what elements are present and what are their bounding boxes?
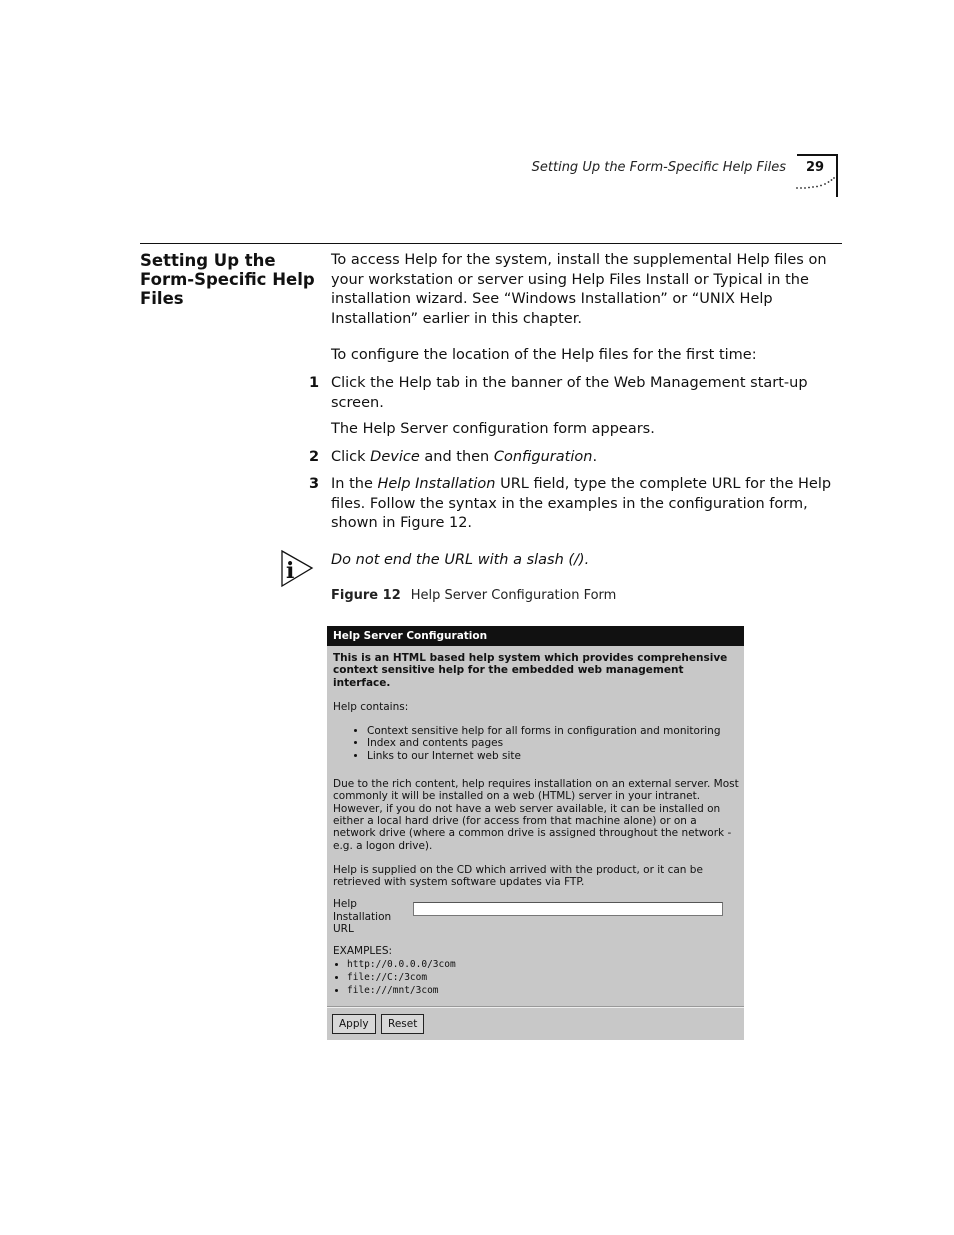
help-installation-url-input[interactable]: [413, 902, 723, 916]
step-1-result: The Help Server configuration form appears.: [331, 421, 655, 437]
step-number-2: 2: [309, 449, 320, 465]
examples-section: [333, 945, 744, 996]
help-server-config-form: [327, 626, 744, 1040]
help-contains-label: Help contains:: [333, 700, 409, 713]
reset-button[interactable]: Reset: [381, 1014, 424, 1034]
list-item: • Links to our Internet web site: [367, 750, 744, 762]
note-text: Do not end the URL with a slash (/).: [331, 552, 590, 568]
section-rule: [140, 243, 842, 244]
list-item: • Index and contents pages: [367, 737, 744, 749]
configure-paragraph: To configure the location of the Help files for the first time:: [331, 347, 757, 363]
list-item: • file:///mnt/3com: [347, 984, 744, 997]
step-number-3: 3: [309, 476, 320, 492]
step-2-text: Click Device and then Configuration.: [331, 449, 598, 465]
supplied-text: Help is supplied on the CD which arrived with the product, or it can be retrieved with system software updates via FTP.: [333, 863, 703, 889]
list-item: • Context sensitive help for all forms in configuration and monitoring: [367, 725, 744, 737]
examples-label: EXAMPLES:: [333, 945, 393, 958]
intro-paragraph: To access Help for the system, install the supplemental Help files on your workstation or server using Help Files Install or Typical in the installation wizard. See “Windows Installation” or “UNIX Help Installation” earlier in this chapter.: [331, 252, 827, 328]
figure-caption: [331, 588, 616, 603]
info-icon: [280, 549, 316, 589]
url-field-label: Help Installation URL: [333, 898, 392, 936]
form-title: Help Server Configuration: [327, 626, 744, 646]
header-dots-decoration: [795, 176, 839, 192]
page-number: 29: [806, 160, 825, 175]
apply-button[interactable]: Apply: [332, 1014, 376, 1034]
section-title: Setting Up the Form-Specific Help Files: [140, 251, 315, 308]
step-number-1: 1: [309, 375, 320, 391]
form-divider: [327, 1006, 744, 1008]
form-body: [327, 646, 744, 997]
step-3-text: In the Help Installation URL field, type the complete URL for the Help files. Follow the syntax in the examples in the configuration form, shown in Figure 12.: [331, 476, 832, 532]
help-contains-list: [333, 725, 744, 762]
figure-label: Figure 12: [331, 588, 401, 603]
step-1-text: Click the Help tab in the banner of the Web Management start-up screen.: [331, 375, 808, 411]
rich-content-text: Due to the rich content, help requires installation on an external server. Most commonly it will be installed on a web (HTML) server in your intranet. However, if you do not have a web server available, it can be installed on either a local hard drive (for access from that machine alone) or on a network drive (where a common drive is assigned throughout the network - e.g. a logon drive).: [333, 778, 739, 852]
examples-list: [333, 958, 744, 997]
form-intro: This is an HTML based help system which provides comprehensive context sensitive help for the embedded web management interface.: [333, 652, 728, 689]
url-row: [333, 898, 744, 935]
list-item: • http://0.0.0.0/3com: [347, 958, 744, 971]
list-item: • file://C:/3com: [347, 971, 744, 984]
figure-caption-text: Help Server Configuration Form: [410, 588, 617, 603]
svg-text:i: i: [286, 558, 295, 584]
running-header: Setting Up the Form-Specific Help Files: [531, 160, 786, 175]
header-rule-horizontal: [797, 154, 838, 156]
